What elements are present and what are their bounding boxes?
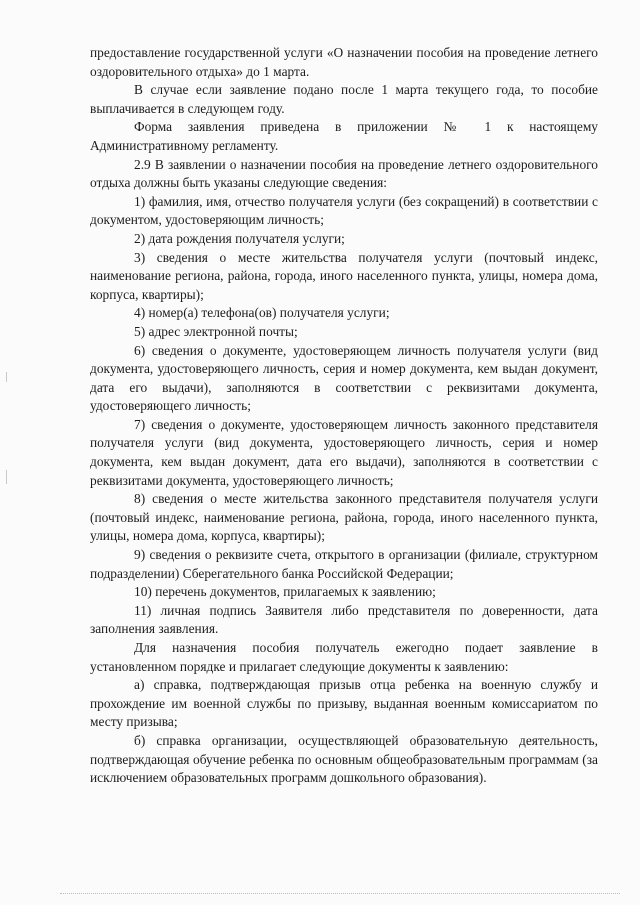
paragraph-late-application: В случае если заявление подано после 1 марта текущего года, то пособие выплачивается в следующем году. xyxy=(90,82,598,116)
list-item-7: 7) сведения о документе, удостоверяющем личность законного представителя получателя услуги (вид документа, удостоверяющего личность, серия и номер документа, кем выдан документ, дата его выдачи), заполняются в соответствии с реквизитами документа, удостоверяющего личность; xyxy=(90,416,598,488)
document-page xyxy=(90,44,598,788)
list-item-3: 3) сведения о месте жительства получателя услуги (почтовый индекс, наименование региона, района, города, иного населенного пункта, улицы, номера дома, корпуса, квартиры); xyxy=(90,249,598,302)
document-item-b: б) справка организации, осуществляющей образовательную деятельность, подтверждающая обучение ребенка по основным общеобразовательным программам (за исключением образовательных программ дошкольного образования). xyxy=(90,732,598,786)
list-item-11: 11) личная подпись Заявителя либо представителя по доверенности, дата заполнения заявления. xyxy=(90,602,598,637)
list-item-1: 1) фамилия, имя, отчество получателя услуги (без сокращений) в соответствии с документом, удостоверяющим личность; xyxy=(90,193,598,228)
list-item-2: 2) дата рождения получателя услуги; xyxy=(134,230,345,246)
scan-margin-mark xyxy=(6,372,7,382)
document-item-a: а) справка, подтверждающая призыв отца ребенка на военную службу и прохождение им военной службы по призыву, выданная военным комиссариатом по месту призыва; xyxy=(90,677,598,730)
paragraph-annual-application: Для назначения пособия получатель ежегодно подает заявление в установленном порядке и прилагает следующие документы к заявлению: xyxy=(90,640,598,674)
paragraph-section-2-9: 2.9 В заявлении о назначении пособия на проведение летнего оздоровительного отдыха должны быть указаны следующие сведения: xyxy=(90,156,598,191)
list-item-4: 4) номер(а) телефона(ов) получателя услуги; xyxy=(134,305,390,321)
paragraph-deadline-continued: предоставление государственной услуги «О назначении пособия на проведение летнего оздоровительного отдыха» до 1 марта. xyxy=(90,45,598,79)
paragraph-form-reference: Форма заявления приведена в приложении № 1 к настоящему Административному регламенту. xyxy=(90,119,598,153)
scan-bottom-edge xyxy=(60,893,620,894)
scan-margin-mark xyxy=(6,470,7,484)
list-item-8: 8) сведения о месте жительства законного представителя получателя услуги (почтовый индекс, наименование региона, района, города, иного населенного пункта, улицы, номера дома, корпуса, квартиры); xyxy=(90,491,598,544)
list-item-5: 5) адрес электронной почты; xyxy=(134,323,298,339)
list-item-6: 6) сведения о документе, удостоверяющем личность получателя услуги (вид документа, удостоверяющего личность, серия и номер документа, кем выдан документ, дата его выдачи), заполняются в соответствии с реквизитами документа, удостоверяющего личность; xyxy=(90,342,598,414)
list-item-10: 10) перечень документов, прилагаемых к заявлению; xyxy=(134,584,436,600)
list-item-9: 9) сведения о реквизите счета, открытого в организации (филиале, структурном подразделении) Сберегательного банка Российской Федерации; xyxy=(90,547,598,581)
